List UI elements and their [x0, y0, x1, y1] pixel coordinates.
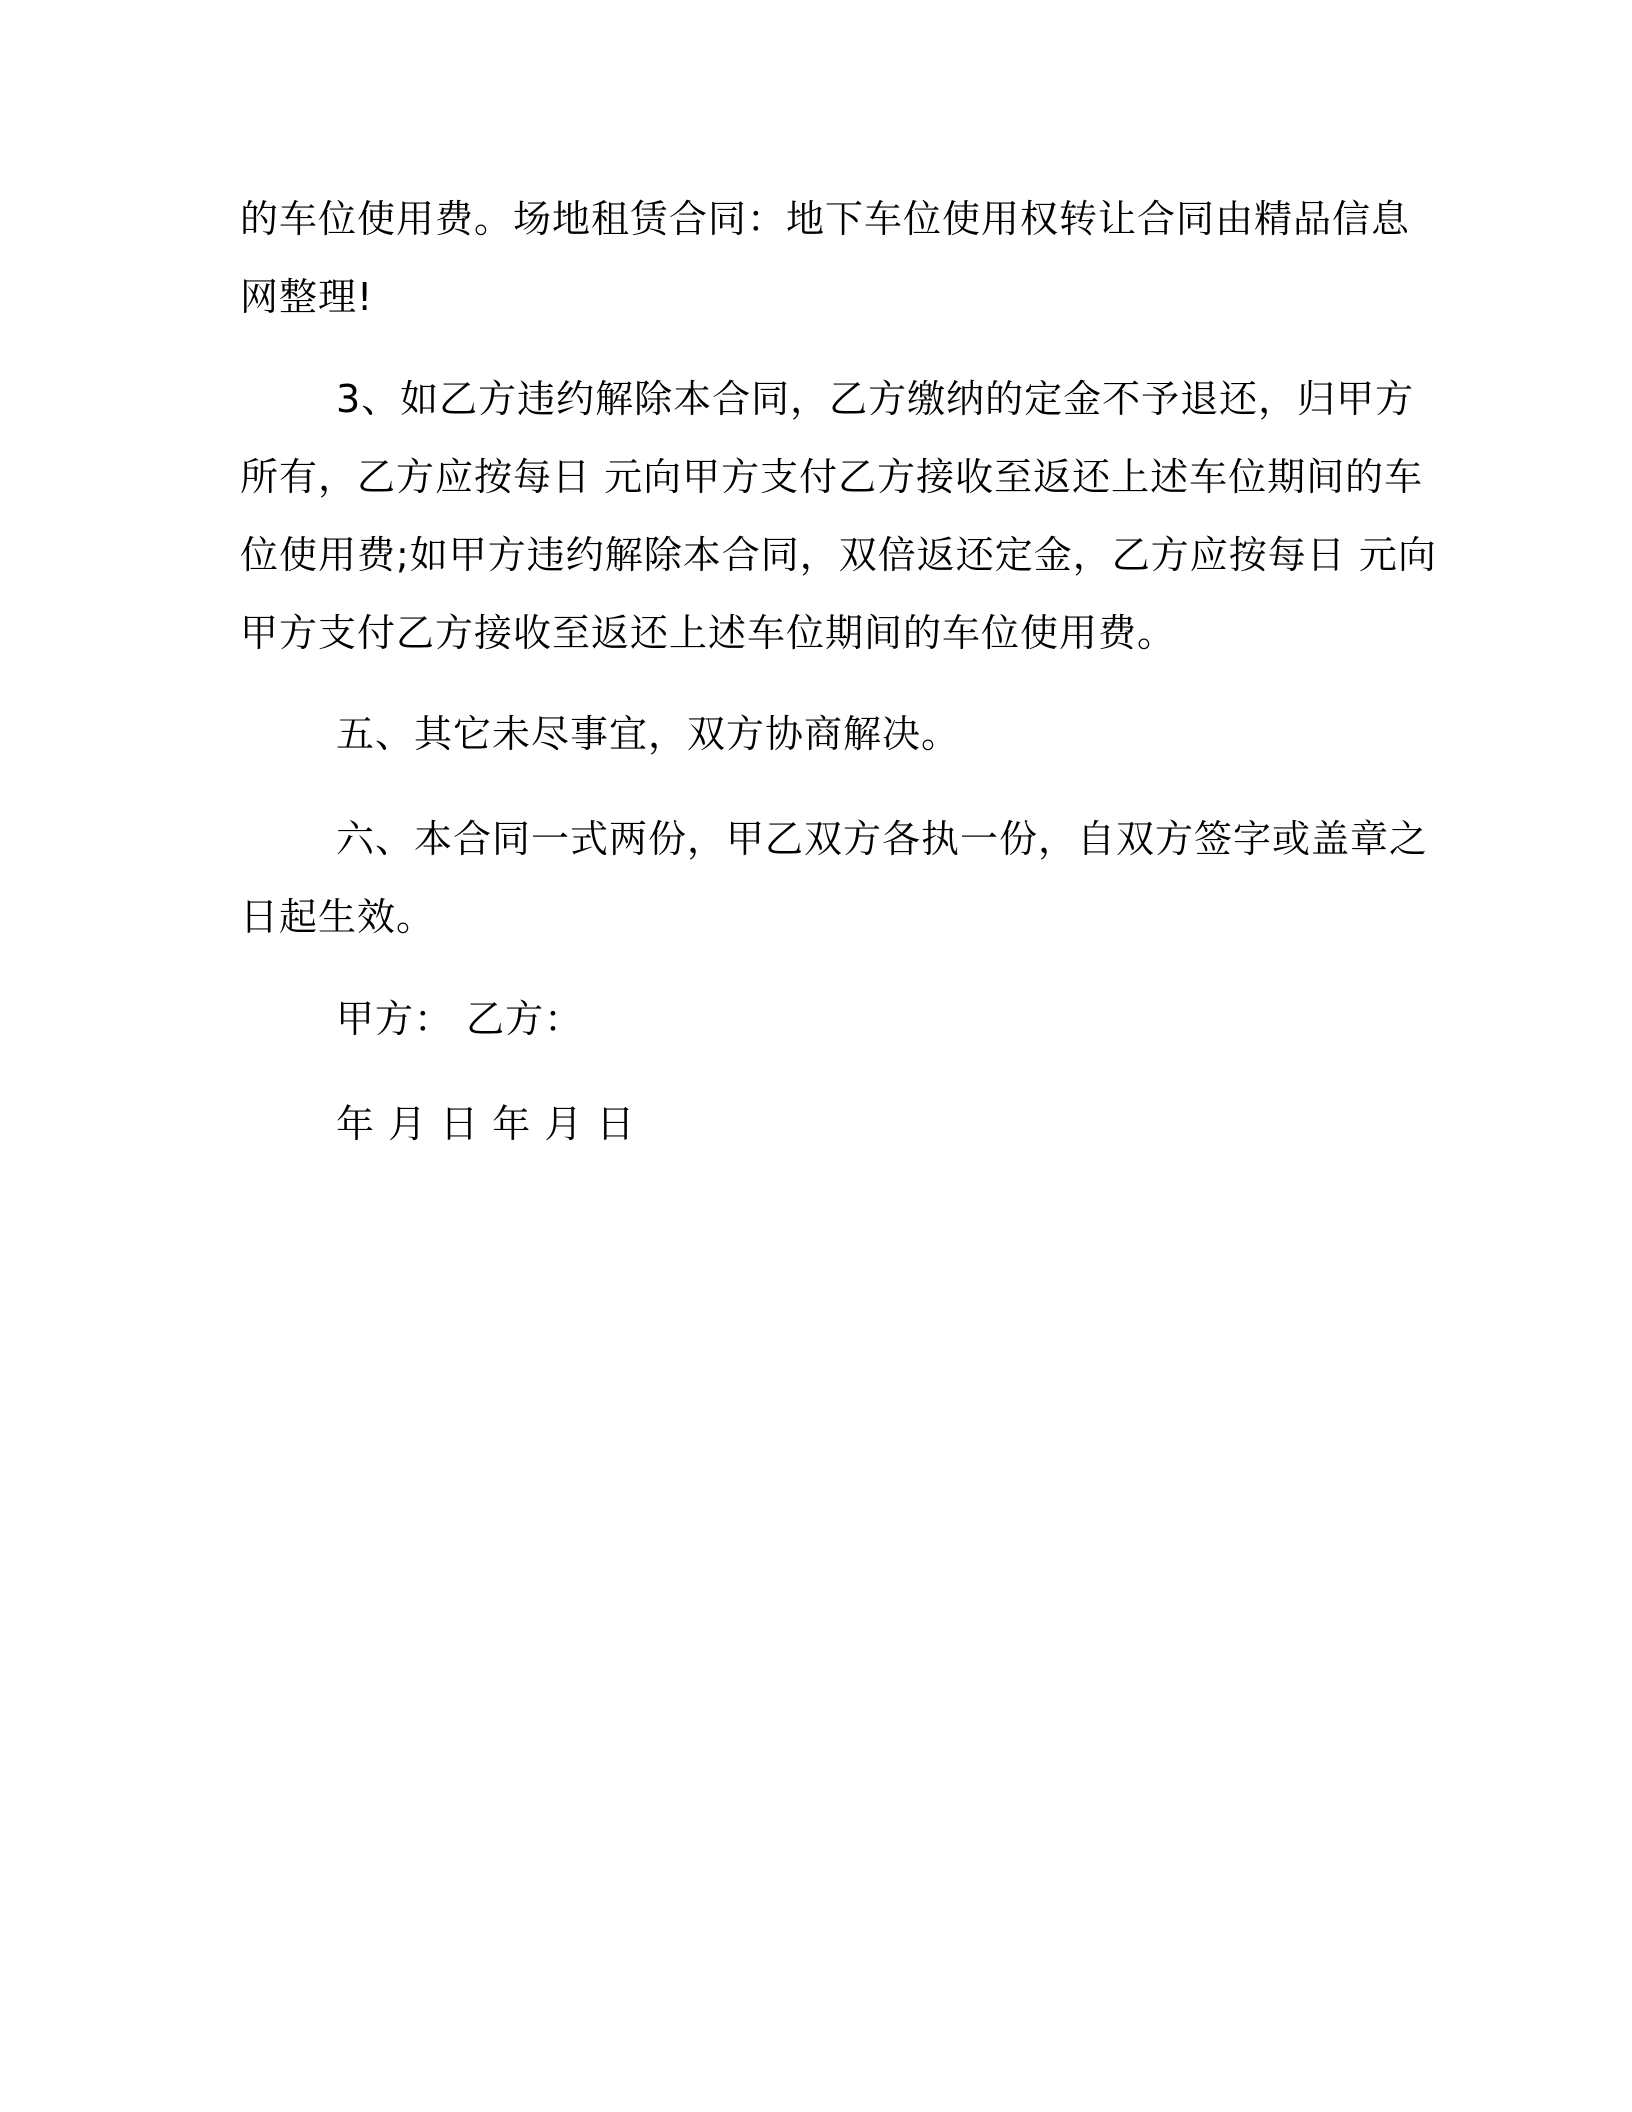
paragraph-line: 日起生效。: [240, 895, 436, 939]
paragraph-line: 网整理!: [240, 275, 374, 319]
clause-6-paragraph: [240, 800, 1429, 956]
paragraph-line: 所有，乙方应按每日 元向甲方支付乙方接收至返还上述车位期间的车: [240, 455, 1424, 499]
paragraph-line: 3、如乙方违约解除本合同，乙方缴纳的定金不予退还，归甲方: [336, 377, 1415, 421]
date-line: [240, 1085, 1380, 1163]
paragraph-line: 的车位使用费。场地租赁合同：地下车位使用权转让合同由精品信息: [240, 197, 1411, 241]
signature-line: [240, 980, 1380, 1058]
signature-dates: 年 月 日 年 月 日: [336, 1102, 636, 1146]
signature-parties: 甲方： 乙方：: [336, 997, 584, 1041]
paragraph-line: 位使用费;如甲方违约解除本合同，双倍返还定金，乙方应按每日 元向: [240, 533, 1437, 577]
continuation-paragraph: [240, 180, 1411, 336]
paragraph-line: 五、其它未尽事宜，双方协商解决。: [336, 712, 961, 756]
paragraph-line: 六、本合同一式两份，甲乙双方各执一份，自双方签字或盖章之: [336, 817, 1429, 861]
clause-5-paragraph: [240, 695, 1380, 773]
paragraph-line: 甲方支付乙方接收至返还上述车位期间的车位使用费。: [240, 611, 1177, 655]
clause-3-paragraph: [240, 360, 1437, 672]
